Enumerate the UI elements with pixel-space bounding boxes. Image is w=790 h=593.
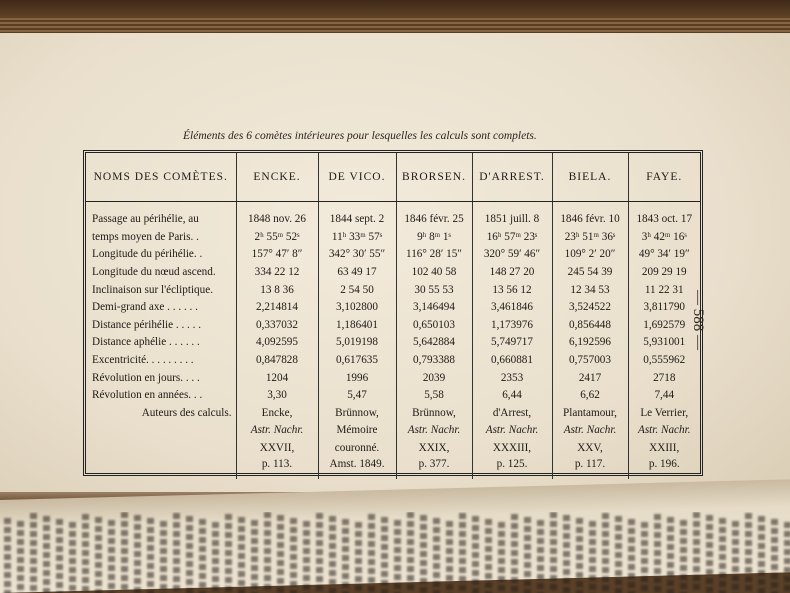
table-cell: 4,092595 [236,334,318,352]
authors-cell: Astr. Nachr. [396,422,472,440]
table-row [86,229,700,247]
table-cell: 3,811790 [643,301,686,314]
authors-cell: XXXIII, [472,440,552,458]
table-cell: 1,692579 [643,318,686,331]
row-label: Longitude du nœud ascend. [86,264,236,282]
authors-cell: Astr. Nachr. [472,422,552,440]
authors-cell: Astr. Nachr. [637,424,691,437]
table-cell: 2417 [552,369,628,387]
table-cell: 2718 [653,371,676,384]
table-cell: 30 55 53 [396,281,472,299]
table-cell: 5,58 [396,387,472,405]
authors-cell: d'Arrest, [472,405,552,423]
table-cell: 11ʰ 33ᵐ 57ˢ [318,229,396,247]
row-label: Distance aphélie . . . . . . [86,334,236,352]
table-cell: 2,214814 [236,299,318,317]
table-cell: 2 54 50 [318,281,396,299]
table-cell: 1843 oct. 17 [636,213,693,226]
authors-cell: Astr. Nachr. [552,422,628,440]
table-cell: 5,931001 [643,336,686,349]
row-label: Distance périhélie . . . . . [86,317,236,335]
table-row [86,246,700,264]
table-cell: 0,555962 [643,354,686,367]
table-caption: Éléments des 6 comètes intérieures pour lesquelles les calculs sont complets. [183,130,537,142]
table-cell: 5,749717 [472,334,552,352]
authors-cell: Mémoire [318,422,396,440]
table-header-row [86,153,700,201]
table-cell: 23ʰ 51ᵐ 36ˢ [552,229,628,247]
authors-cell: p. 117. [552,457,628,479]
table-cell: 102 40 58 [396,264,472,282]
authors-row [86,457,700,479]
authors-row [86,422,700,440]
table-cell: 3,146494 [396,299,472,317]
table-cell: 209 29 19 [641,266,687,279]
table-cell: 1,173976 [472,317,552,335]
table-cell: 2ʰ 55ᵐ 52ˢ [236,229,318,247]
comet-elements-table [83,150,703,476]
authors-cell: XXIX, [396,440,472,458]
table-cell: 1844 sept. 2 [318,211,396,229]
table-cell: 63 49 17 [318,264,396,282]
table-cell: 5,019198 [318,334,396,352]
table-row [86,334,700,352]
row-label: Demi-grand axe . . . . . . [86,299,236,317]
authors-cell: Brünnow, [318,405,396,423]
table-cell: 2039 [396,369,472,387]
table-cell: 0,793388 [396,352,472,370]
table-cell: 5,47 [318,387,396,405]
header-brorsen: BRORSEN. [396,153,472,201]
row-label: Révolution en jours. . . . [86,369,236,387]
table-row [86,281,700,299]
authors-cell: couronné. [318,440,396,458]
row-label: Révolution en années. . . [86,387,236,405]
row-label: temps moyen de Paris. . [86,229,236,247]
table-cell: 13 8 36 [236,281,318,299]
table-cell: 1,186401 [318,317,396,335]
authors-cell: XXVII, [236,440,318,458]
table-cell: 16ʰ 57ᵐ 23ˢ [472,229,552,247]
authors-label [86,422,236,440]
authors-cell: Le Verrier, [640,406,689,419]
row-label: Inclinaison sur l'écliptique. [86,281,236,299]
row-label: Longitude du périhélie. . [86,246,236,264]
table-cell: 116° 28′ 15″ [396,246,472,264]
table-cell: 109° 2′ 20″ [552,246,628,264]
table-row [86,352,700,370]
table-cell: 0,617635 [318,352,396,370]
authors-cell: Encke, [236,405,318,423]
authors-row [86,405,700,423]
table-cell: 1846 févr. 10 [552,211,628,229]
table-cell: 1996 [318,369,396,387]
table-cell: 3,461846 [472,299,552,317]
authors-cell: p. 125. [472,457,552,479]
table-cell: 0,660881 [472,352,552,370]
authors-cell: p. 196. [648,458,680,471]
header-faye: FAYE. [628,153,700,201]
table-cell: 1848 nov. 26 [236,211,318,229]
table-cell: 9ʰ 8ᵐ 1ˢ [396,229,472,247]
header-comet-names: NOMS DES COMÈTES. [86,153,236,201]
table-cell: 0,337032 [236,317,318,335]
header-darrest: D'ARREST. [472,153,552,201]
table-cell: 1204 [236,369,318,387]
table-cell: 13 56 12 [472,281,552,299]
table-row [86,211,700,229]
header-de-vico: DE VICO. [318,153,396,201]
table-cell: 342° 30′ 55″ [318,246,396,264]
table-cell: 3ʰ 42ᵐ 16ˢ [641,230,687,243]
table-cell: 7,44 [654,389,675,402]
table-cell: 3,102800 [318,299,396,317]
table-cell: 49° 34′ 19″ [638,248,690,261]
table-cell: 1851 juill. 8 [472,211,552,229]
row-label: Passage au périhélie, au [86,211,236,229]
header-biela: BIELA. [552,153,628,201]
authors-cell: Brünnow, [396,405,472,423]
table-cell: 0,847828 [236,352,318,370]
table-cell: 2353 [472,369,552,387]
authors-cell: p. 113. [236,457,318,479]
authors-cell: XXV, [552,440,628,458]
table-cell: 3,524522 [552,299,628,317]
table-cell: 0,856448 [552,317,628,335]
table-cell: 12 34 53 [552,281,628,299]
page-number: — 588 — [690,290,706,350]
authors-cell: p. 377. [396,457,472,479]
table-cell: 11 22 31 [644,283,684,296]
table-cell: 6,62 [552,387,628,405]
facing-page-text-blur [0,512,790,593]
table-cell: 148 27 20 [472,264,552,282]
table-row [86,369,700,387]
table-row [86,299,700,317]
table-cell: 0,757003 [552,352,628,370]
table-cell: 0,650103 [396,317,472,335]
row-label: Excentricité. . . . . . . . . [86,352,236,370]
authors-cell: Astr. Nachr. [236,422,318,440]
table-cell: 334 22 12 [236,264,318,282]
table-cell: 320° 59′ 46″ [472,246,552,264]
table-cell: 5,642884 [396,334,472,352]
table-cell: 245 54 39 [552,264,628,282]
table-cell: 1846 févr. 25 [396,211,472,229]
table-row [86,317,700,335]
authors-label [86,457,236,479]
authors-label [86,440,236,458]
table-row [86,387,700,405]
header-encke: ENCKE. [236,153,318,201]
table-cell: 3,30 [236,387,318,405]
table-row [86,264,700,282]
authors-cell: Amst. 1849. [318,457,396,479]
authors-cell: Plantamour, [552,405,628,423]
table-cell: 6,192596 [552,334,628,352]
table-cell: 157° 47′ 8″ [236,246,318,264]
authors-label: Auteurs des calculs. [86,405,236,423]
table-cell: 6,44 [472,387,552,405]
authors-row [86,440,700,458]
authors-cell: XXIII, [649,442,680,455]
